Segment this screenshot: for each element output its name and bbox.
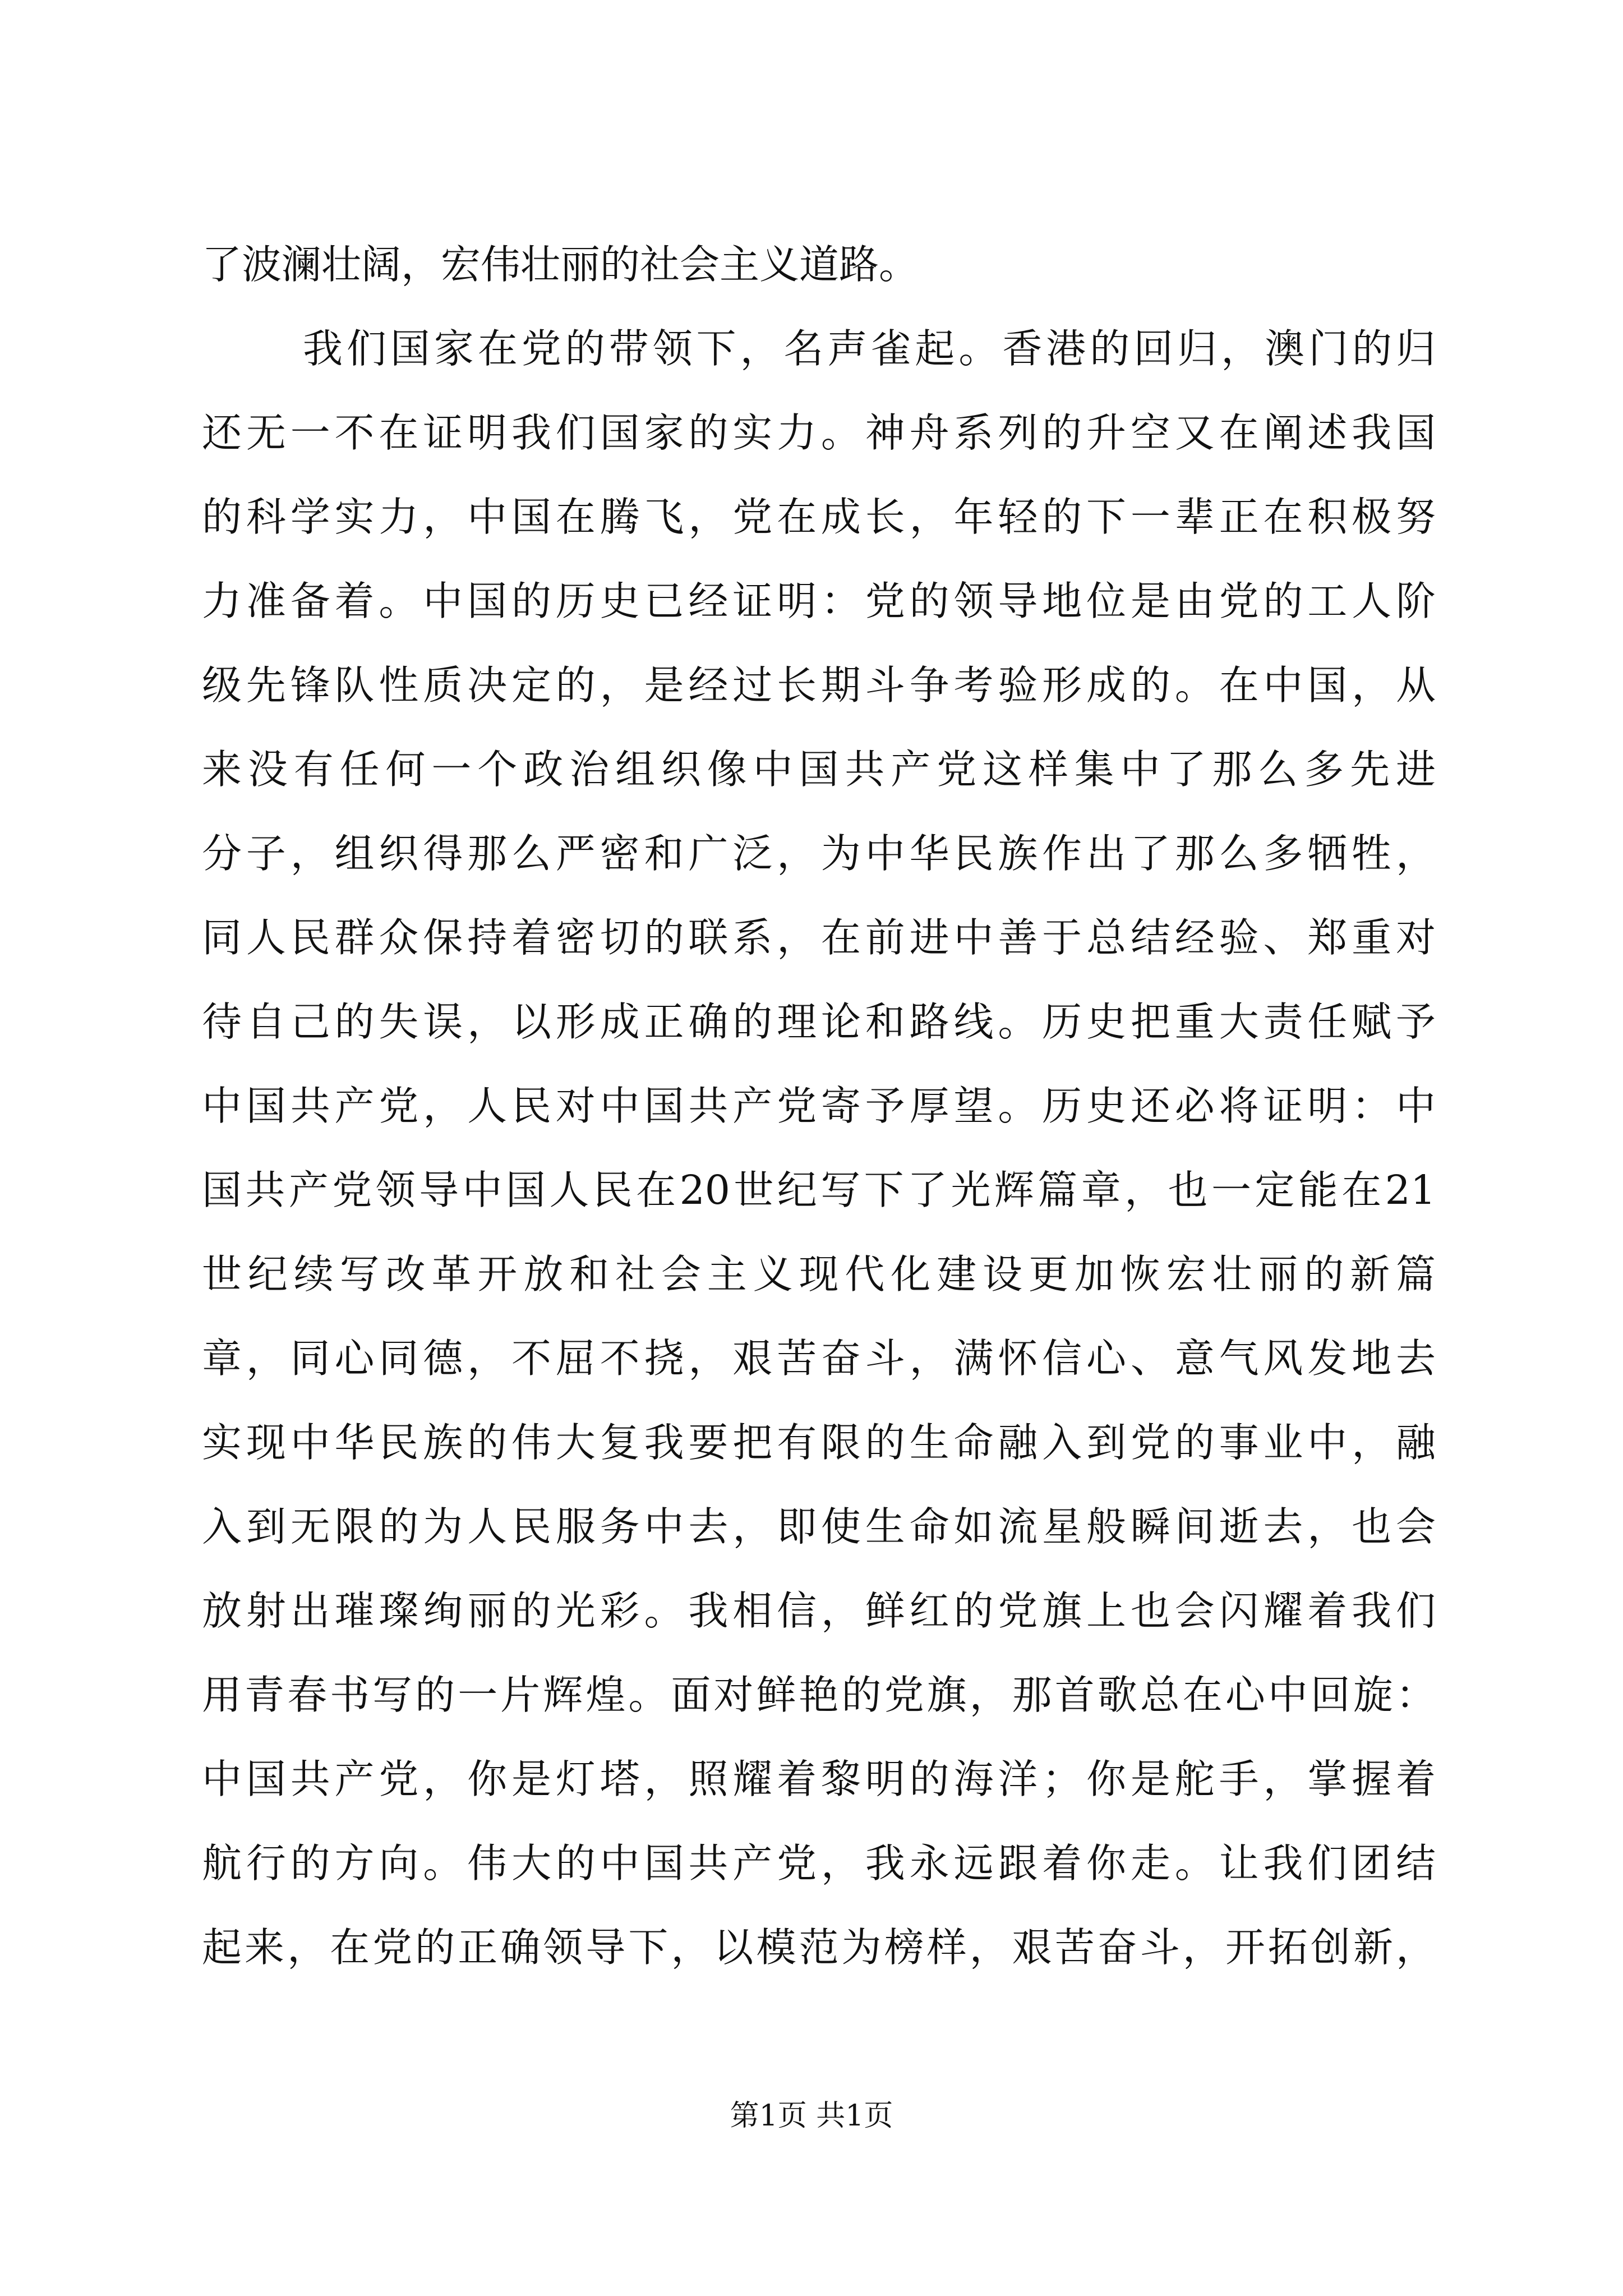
text-line: 中国共产党，人民对中国共产党寄予厚望。历史还必将证明：中 (202, 1083, 1436, 1129)
text-line: 中国共产党，你是灯塔，照耀着黎明的海洋；你是舵手，掌握着 (202, 1756, 1436, 1802)
text-line: 章，同心同德，不屈不挠，艰苦奋斗，满怀信心、意气风发地去 (202, 1335, 1436, 1382)
text-line: 级先锋队性质决定的，是经过长期斗争考验形成的。在中国，从 (202, 662, 1436, 708)
text-line: 力准备着。中国的历史已经证明：党的领导地位是由党的工人阶 (202, 578, 1436, 624)
text-line: 来没有任何一个政治组织像中国共产党这样集中了那么多先进 (202, 746, 1436, 793)
text-line: 用青春书写的一片辉煌。面对鲜艳的党旗，那首歌总在心中回旋： (202, 1672, 1436, 1718)
text-line: 实现中华民族的伟大复我要把有限的生命融入到党的事业中，融 (202, 1419, 1436, 1466)
text-line: 放射出璀璨绚丽的光彩。我相信，鲜红的党旗上也会闪耀着我们 (202, 1588, 1436, 1634)
page-footer: 第1页 共1页 (730, 2099, 893, 2133)
text-line: 的科学实力，中国在腾飞，党在成长，年轻的下一辈正在积极努 (202, 494, 1436, 540)
text-line: 了波澜壮阔，宏伟壮丽的社会主义道路。 (202, 241, 919, 288)
text-line: 分子，组织得那么严密和广泛，为中华民族作出了那么多牺牲， (202, 830, 1436, 877)
text-line: 还无一不在证明我们国家的实力。神舟系列的升空又在阐述我国 (202, 409, 1436, 456)
text-line: 入到无限的为人民服务中去，即使生命如流星般瞬间逝去，也会 (202, 1503, 1436, 1550)
text-line: 世纪续写改革开放和社会主义现代化建设更加恢宏壮丽的新篇 (202, 1251, 1436, 1297)
text-line: 国共产党领导中国人民在20世纪写下了光辉篇章，也一定能在21 (202, 1167, 1436, 1213)
text-line: 待自己的失误，以形成正确的理论和路线。历史把重大责任赋予 (202, 999, 1436, 1045)
text-line: 同人民群众保持着密切的联系，在前进中善于总结经验、郑重对 (202, 914, 1436, 961)
text-line: 起来，在党的正确领导下，以模范为榜样，艰苦奋斗，开拓创新， (202, 1924, 1436, 1971)
paragraph-first-line: 我们国家在党的带领下，名声雀起。香港的回归，澳门的归 (303, 325, 1436, 372)
text-line: 航行的方向。伟大的中国共产党，我永远跟着你走。让我们团结 (202, 1840, 1436, 1887)
